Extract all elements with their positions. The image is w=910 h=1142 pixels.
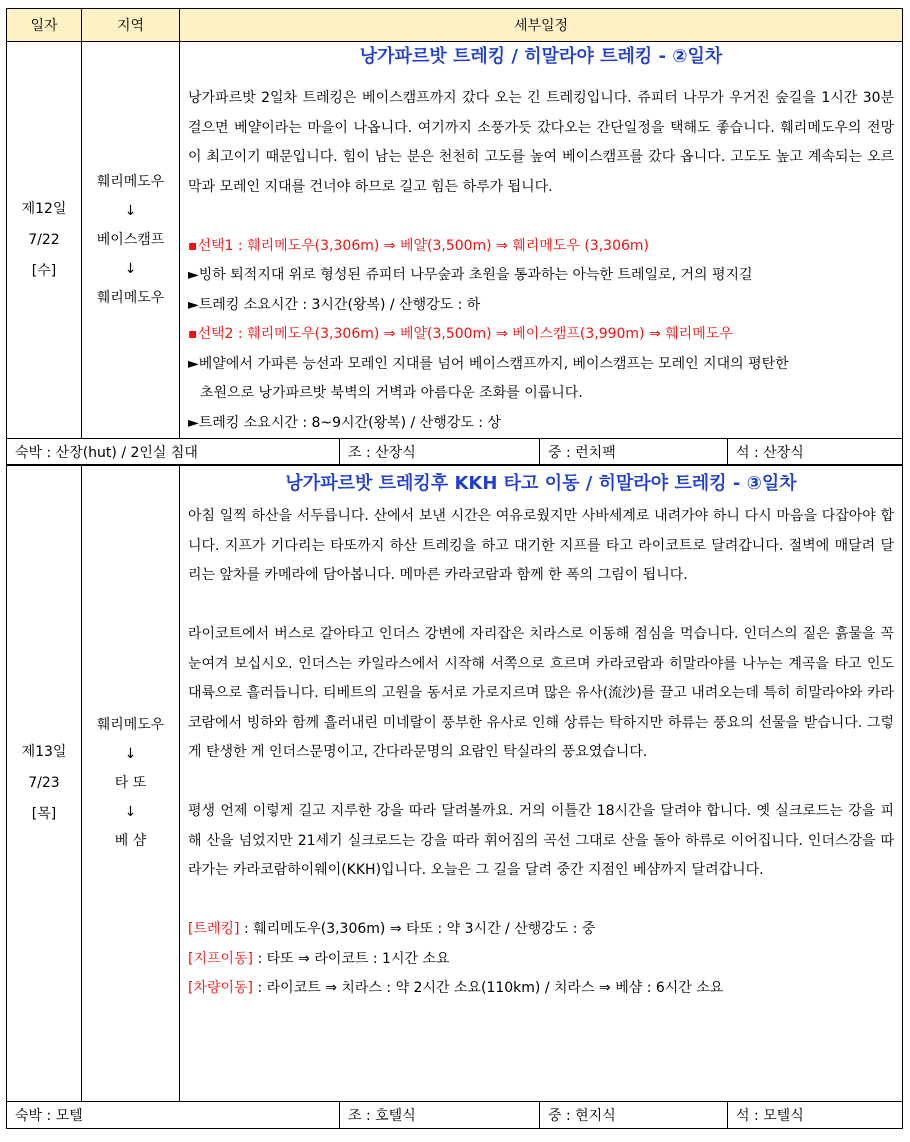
day13-region-0: 훼리메도우 xyxy=(96,716,165,733)
day12-weekday: [수] xyxy=(31,262,57,279)
day12-region-cell xyxy=(82,42,180,439)
day12-lunch: 중 : 런치팩 xyxy=(540,439,728,466)
day12-option2-desc1: ►베얄에서 가파른 능선과 모레인 지대를 넘어 베이스캠프까지, 베이스캠프는 모레인 지대의 평탄한 xyxy=(188,355,789,372)
day12-region-1: ↓ xyxy=(124,202,137,219)
header-row xyxy=(7,9,903,42)
day12-detail-cell xyxy=(180,42,903,439)
day13-car-label: [차량이동] xyxy=(188,980,254,996)
day13-region-4: 베 샴 xyxy=(114,832,147,849)
day13-jeep-line xyxy=(188,945,894,975)
day13-trek-label: [트레킹] xyxy=(188,921,240,937)
day13-weekday: [목] xyxy=(31,805,57,822)
day12-region-0: 훼리메도우 xyxy=(96,173,165,190)
day13-region-2: 타 또 xyxy=(114,774,147,791)
day12-date: 7/22 xyxy=(28,231,60,248)
day13-car-text: : 라이코트 ⇒ 치라스 : 약 2시간 소요(110km) / 치라스 ⇒ 베샴 : 6시간 소요 xyxy=(253,980,724,996)
day13-date: 7/23 xyxy=(28,774,60,791)
day13-region-1: ↓ xyxy=(124,745,137,762)
day12-dinner: 석 : 산장식 xyxy=(728,439,903,466)
day13-lodging: 숙박 : 모텔 xyxy=(7,1102,340,1129)
day12-option2-desc2: 초원으로 낭가파르밧 북벽의 거벽과 아름다운 조화를 이룹니다. xyxy=(200,385,583,401)
day12-option1-time: ►트레킹 소요시간 : 3시간(왕복) / 산행강도 : 하 xyxy=(188,296,481,313)
schedule-table-day12 xyxy=(6,8,903,466)
day13-day: 제13일 xyxy=(21,743,67,760)
header-date: 일자 xyxy=(7,9,82,42)
day12-option1-desc: ►빙하 퇴적지대 위로 형성된 쥬피터 나무숲과 초원을 통과하는 아늑한 트레일로, 거의 평지길 xyxy=(188,267,753,283)
day13-day-cell xyxy=(7,465,82,1102)
day13-region-3: ↓ xyxy=(124,803,137,820)
schedule-table-day13 xyxy=(6,464,903,1129)
day13-p2: 라이코트에서 버스로 갈아타고 인더스 강변에 자리잡은 치라스로 이동해 점심을 먹습니다. 인더스의 짙은 흙물을 꼭 눈여겨 보십시오. 인더스는 카일라스에서 시작해 서쪽으로 흐르며 카라코람과 히말라야를 나누는 계곡을 타고 인도대륙으로 흘러듭니다. 티베트의 고원을 동서로 가로지르며 많은 유사(流沙)를 끌고 내려오는데 특히 히말라야와 카라코람에서 빙하와 함께 흘러내린 미네랄이 풍부한 유사로 인해 상류는 탁하지만 하류는 풍요의 선물을 받습니다. 그렇게 탄생한 게 인더스문명이고, 간다라문명의 요람인 탁실라의 풍요였습니다. xyxy=(188,626,895,760)
day12-intro: 낭가파르밧 2일차 트레킹은 베이스캠프까지 갔다 오는 긴 트레킹입니다. 쥬피터 나무가 우거진 숲길을 1시간 30분 걸으면 베얄이라는 마을이 나옵니다. 여기까지 소풍가듯 갔다오는 간단일정을 택해도 좋습니다. 훼리메도우의 전망이 최고이기 때문입니다. 힘이 남는 분은 천천히 고도를 높여 베이스캠프를 갔다 옵니다. 고도도 높고 계속되는 오르막과 모레인 지대를 건너야 하므로 길고 힘든 하루가 됩니다. xyxy=(188,90,895,195)
day12-title: 낭가파르밧 트레킹 / 히말라야 트레킹 - ②일차 xyxy=(359,46,723,67)
day13-title: 낭가파르밧 트레킹후 KKH 타고 이동 / 히말라야 트레킹 - ③일차 xyxy=(285,473,797,494)
day13-p1: 아침 일찍 하산을 서두릅니다. 산에서 보낸 시간은 여유로웠지만 사바세계로 내려가야 하니 다시 마음을 다잡아야 합니다. 지프가 기다리는 타또까지 하산 트레킹을 하고 대기한 지프를 타고 라이코트로 달려갑니다. 절벽에 매달려 달리는 앞차를 카메라에 담아봅니다. 메마른 카라코람과 함께 한 폭의 그림이 됩니다. xyxy=(188,508,895,583)
day12-row xyxy=(7,42,903,439)
day13-jeep-text: : 타또 ⇒ 라이코트 : 1시간 소요 xyxy=(253,950,450,967)
day13-p3: 평생 언제 이렇게 길고 지루한 강을 따라 달려볼까요. 거의 이틀간 18시간을 달려야 합니다. 옛 실크로드는 강을 피해 산을 넘었지만 21세기 실크로드는 강을 따라 휘어짐의 곡선 그대로 산을 돌아 하류로 이어집니다. 인더스강을 따라가는 카라코람하이웨이(KKH)입니다. 오늘은 그 길을 달려 중간 지점인 베샴까지 달려갑니다. xyxy=(188,803,895,878)
day13-breakfast: 조 : 호텔식 xyxy=(340,1102,540,1129)
day12-region-4: 훼리메도우 xyxy=(96,289,165,306)
day13-row xyxy=(7,465,903,1102)
day13-region-cell xyxy=(82,465,180,1102)
day12-option1: ▪선택1 : 훼리메도우(3,306m) ⇒ 베얄(3,500m) ⇒ 훼리메도우 (3,306m) xyxy=(188,237,649,254)
day13-lunch: 중 : 현지식 xyxy=(540,1102,728,1129)
day12-region-2: 베이스캠프 xyxy=(96,231,165,248)
day12-breakfast: 조 : 산장식 xyxy=(340,439,540,466)
day13-detail-cell xyxy=(180,465,903,1102)
header-region: 지역 xyxy=(82,9,180,42)
day13-jeep-label: [지프이동] xyxy=(188,950,254,967)
day12-lodging: 숙박 : 산장(hut) / 2인실 침대 xyxy=(7,439,340,466)
day12-region-3: ↓ xyxy=(124,260,137,277)
day13-meals-row xyxy=(7,1102,903,1129)
day12-option2-time: ►트레킹 소요시간 : 8~9시간(왕복) / 산행강도 : 상 xyxy=(188,414,501,431)
day12-meals-row xyxy=(7,439,903,466)
day12-day: 제12일 xyxy=(21,200,67,217)
header-detail: 세부일정 xyxy=(180,9,903,42)
day13-car-line xyxy=(188,974,894,1004)
day12-option2: ▪선택2 : 훼리메도우(3,306m) ⇒ 베얄(3,500m) ⇒ 베이스캠프(3,990m) ⇒ 훼리메도우 xyxy=(188,326,733,342)
day13-dinner: 석 : 모텔식 xyxy=(728,1102,903,1129)
day13-trek-text: : 훼리메도우(3,306m) ⇒ 타또 : 약 3시간 / 산행강도 : 중 xyxy=(239,921,596,937)
day13-trek-line xyxy=(188,915,894,945)
day12-day-cell xyxy=(7,42,82,439)
